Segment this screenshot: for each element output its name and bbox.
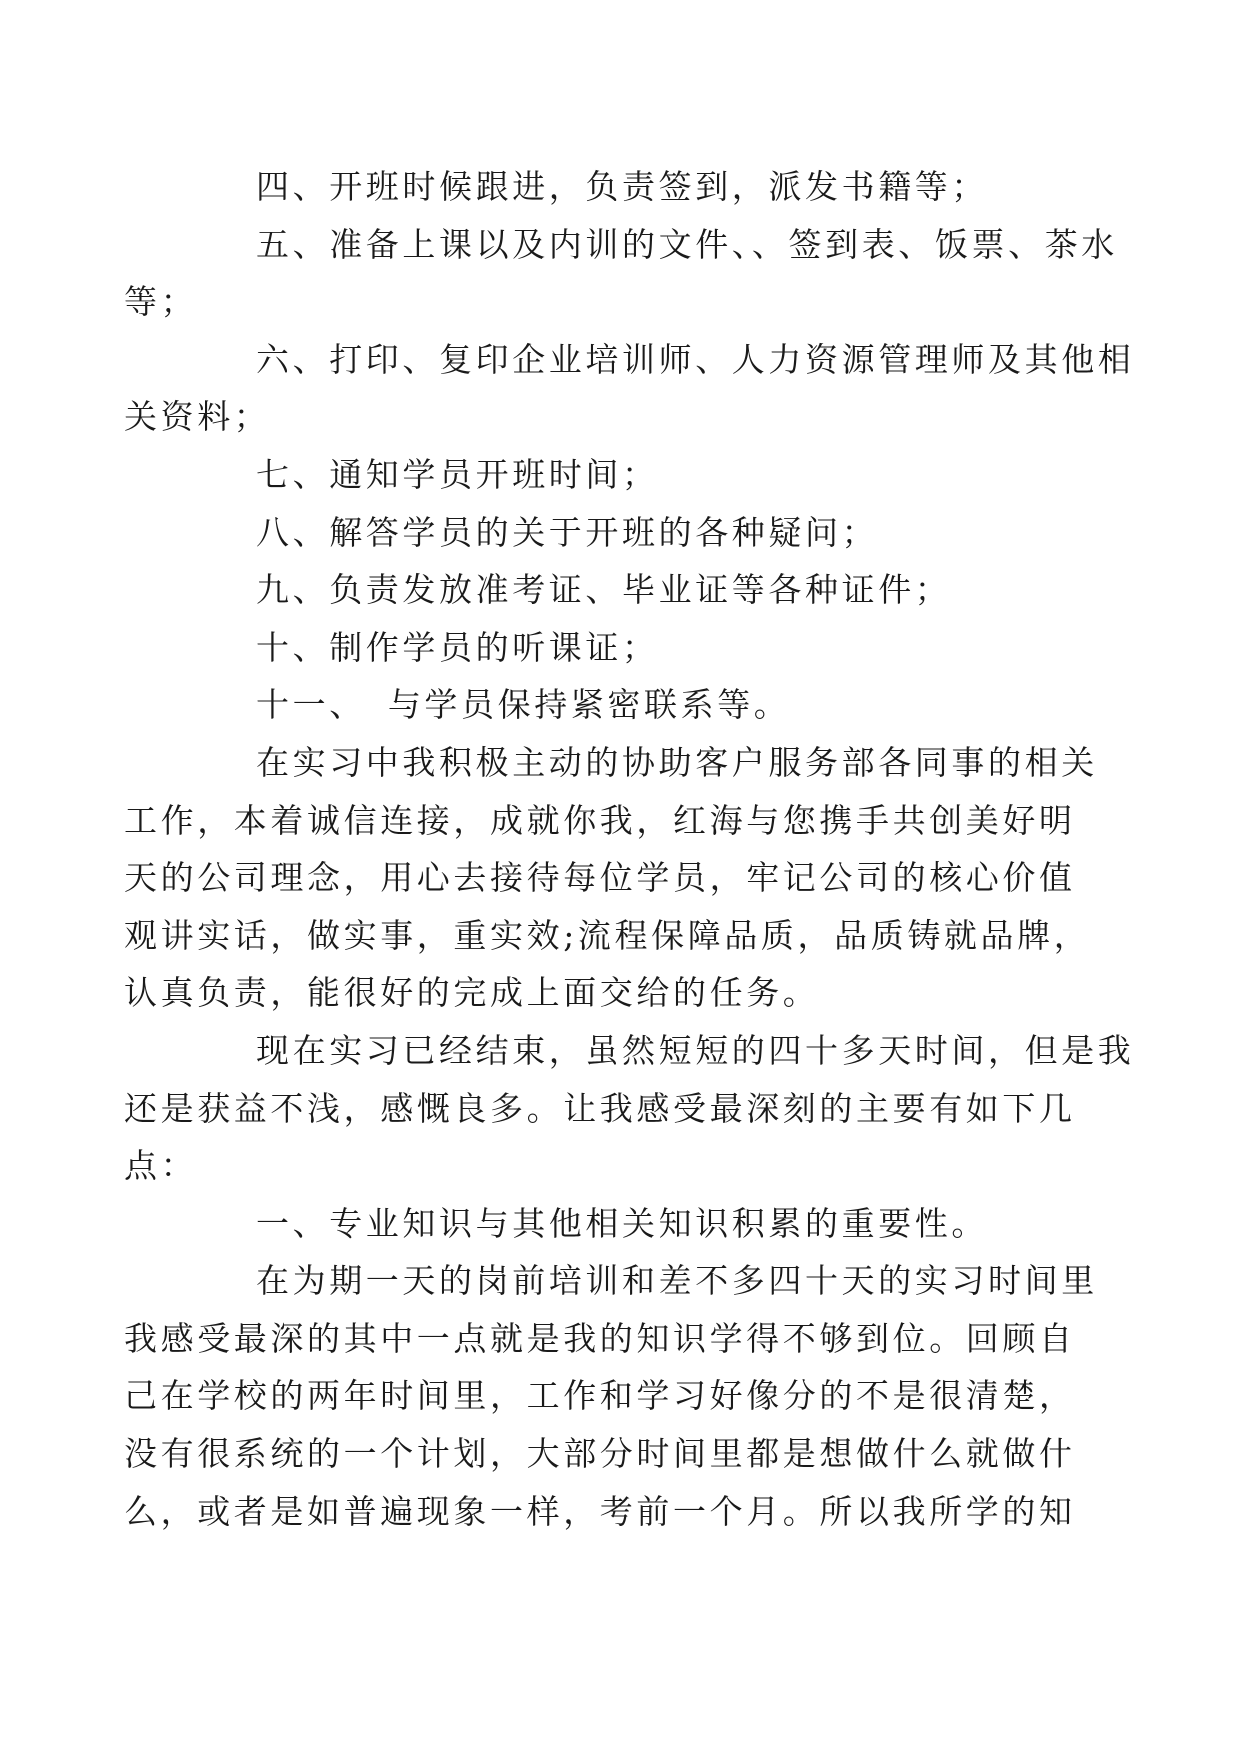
text-line: 没有很系统的一个计划，大部分时间里都是想做什么就做什	[124, 1434, 1076, 1474]
text-line: 五、准备上课以及内训的文件、、签到表、饭票、茶水	[256, 224, 1118, 264]
text-line: 在实习中我积极主动的协助客户服务部各同事的相关	[256, 742, 1098, 782]
paragraph-item-7	[190, 446, 1060, 504]
text-line: 己在学校的两年时间里，工作和学习好像分的不是很清楚，	[124, 1376, 1076, 1416]
text-line: 在为期一天的岗前培训和差不多四十天的实习时间里	[256, 1261, 1098, 1301]
paragraph-item-11	[190, 676, 1060, 734]
text-line: 我感受最深的其中一点就是我的知识学得不够到位。回顾自	[124, 1318, 1076, 1358]
text-line: 现在实习已经结束，虽然短短的四十多天时间，但是我	[256, 1030, 1135, 1070]
text-line: 关资料；	[124, 397, 271, 437]
text-line: 九、负责发放准考证、毕业证等各种证件；	[256, 570, 952, 610]
text-line: 一、专业知识与其他相关知识积累的重要性。	[256, 1203, 988, 1243]
document-body	[124, 158, 1135, 1540]
item-number: 十一、	[256, 685, 366, 725]
paragraph-item-10	[190, 619, 1060, 677]
text-line: 还是获益不浅，感慨良多。让我感受最深刻的主要有如下几	[124, 1088, 1076, 1128]
text-line: 么，或者是如普遍现象一样，考前一个月。所以我所学的知	[124, 1491, 1076, 1531]
paragraph-point-1-heading	[190, 1195, 1060, 1253]
paragraph-item-6	[124, 331, 1135, 446]
paragraph-item-5	[124, 216, 1118, 331]
text-line: 等；	[124, 282, 198, 322]
text-line: 十、制作学员的听课证；	[256, 627, 659, 667]
text-line: 七、通知学员开班时间；	[256, 454, 659, 494]
paragraph-internship-work	[124, 734, 1098, 1022]
paragraph-item-9	[190, 561, 1060, 619]
paragraph-internship-ended	[124, 1022, 1135, 1195]
text-line	[190, 676, 1060, 734]
text-line: 六、打印、复印企业培训师、人力资源管理师及其他相	[256, 339, 1135, 379]
text-line: 观讲实话，做实事，重实效;流程保障品质，品质铸就品牌，	[124, 915, 1091, 955]
text-line: 工作，本着诚信连接，成就你我，红海与您携手共创美好明	[124, 800, 1076, 840]
text-line: 八、解答学员的关于开班的各种疑问；	[256, 512, 879, 552]
paragraph-item-8	[190, 504, 1060, 562]
text-line: 点：	[124, 1146, 198, 1186]
text-line: 认真负责，能很好的完成上面交给的任务。	[124, 973, 820, 1013]
paragraph-item-4	[190, 158, 1060, 216]
paragraph-point-1-body	[124, 1252, 1098, 1540]
text-line: 四、开班时候跟进，负责签到，派发书籍等；	[256, 167, 988, 206]
text-line: 天的公司理念，用心去接待每位学员，牢记公司的核心价值	[124, 858, 1076, 898]
item-text: 与学员保持紧密联系等。	[387, 685, 791, 725]
